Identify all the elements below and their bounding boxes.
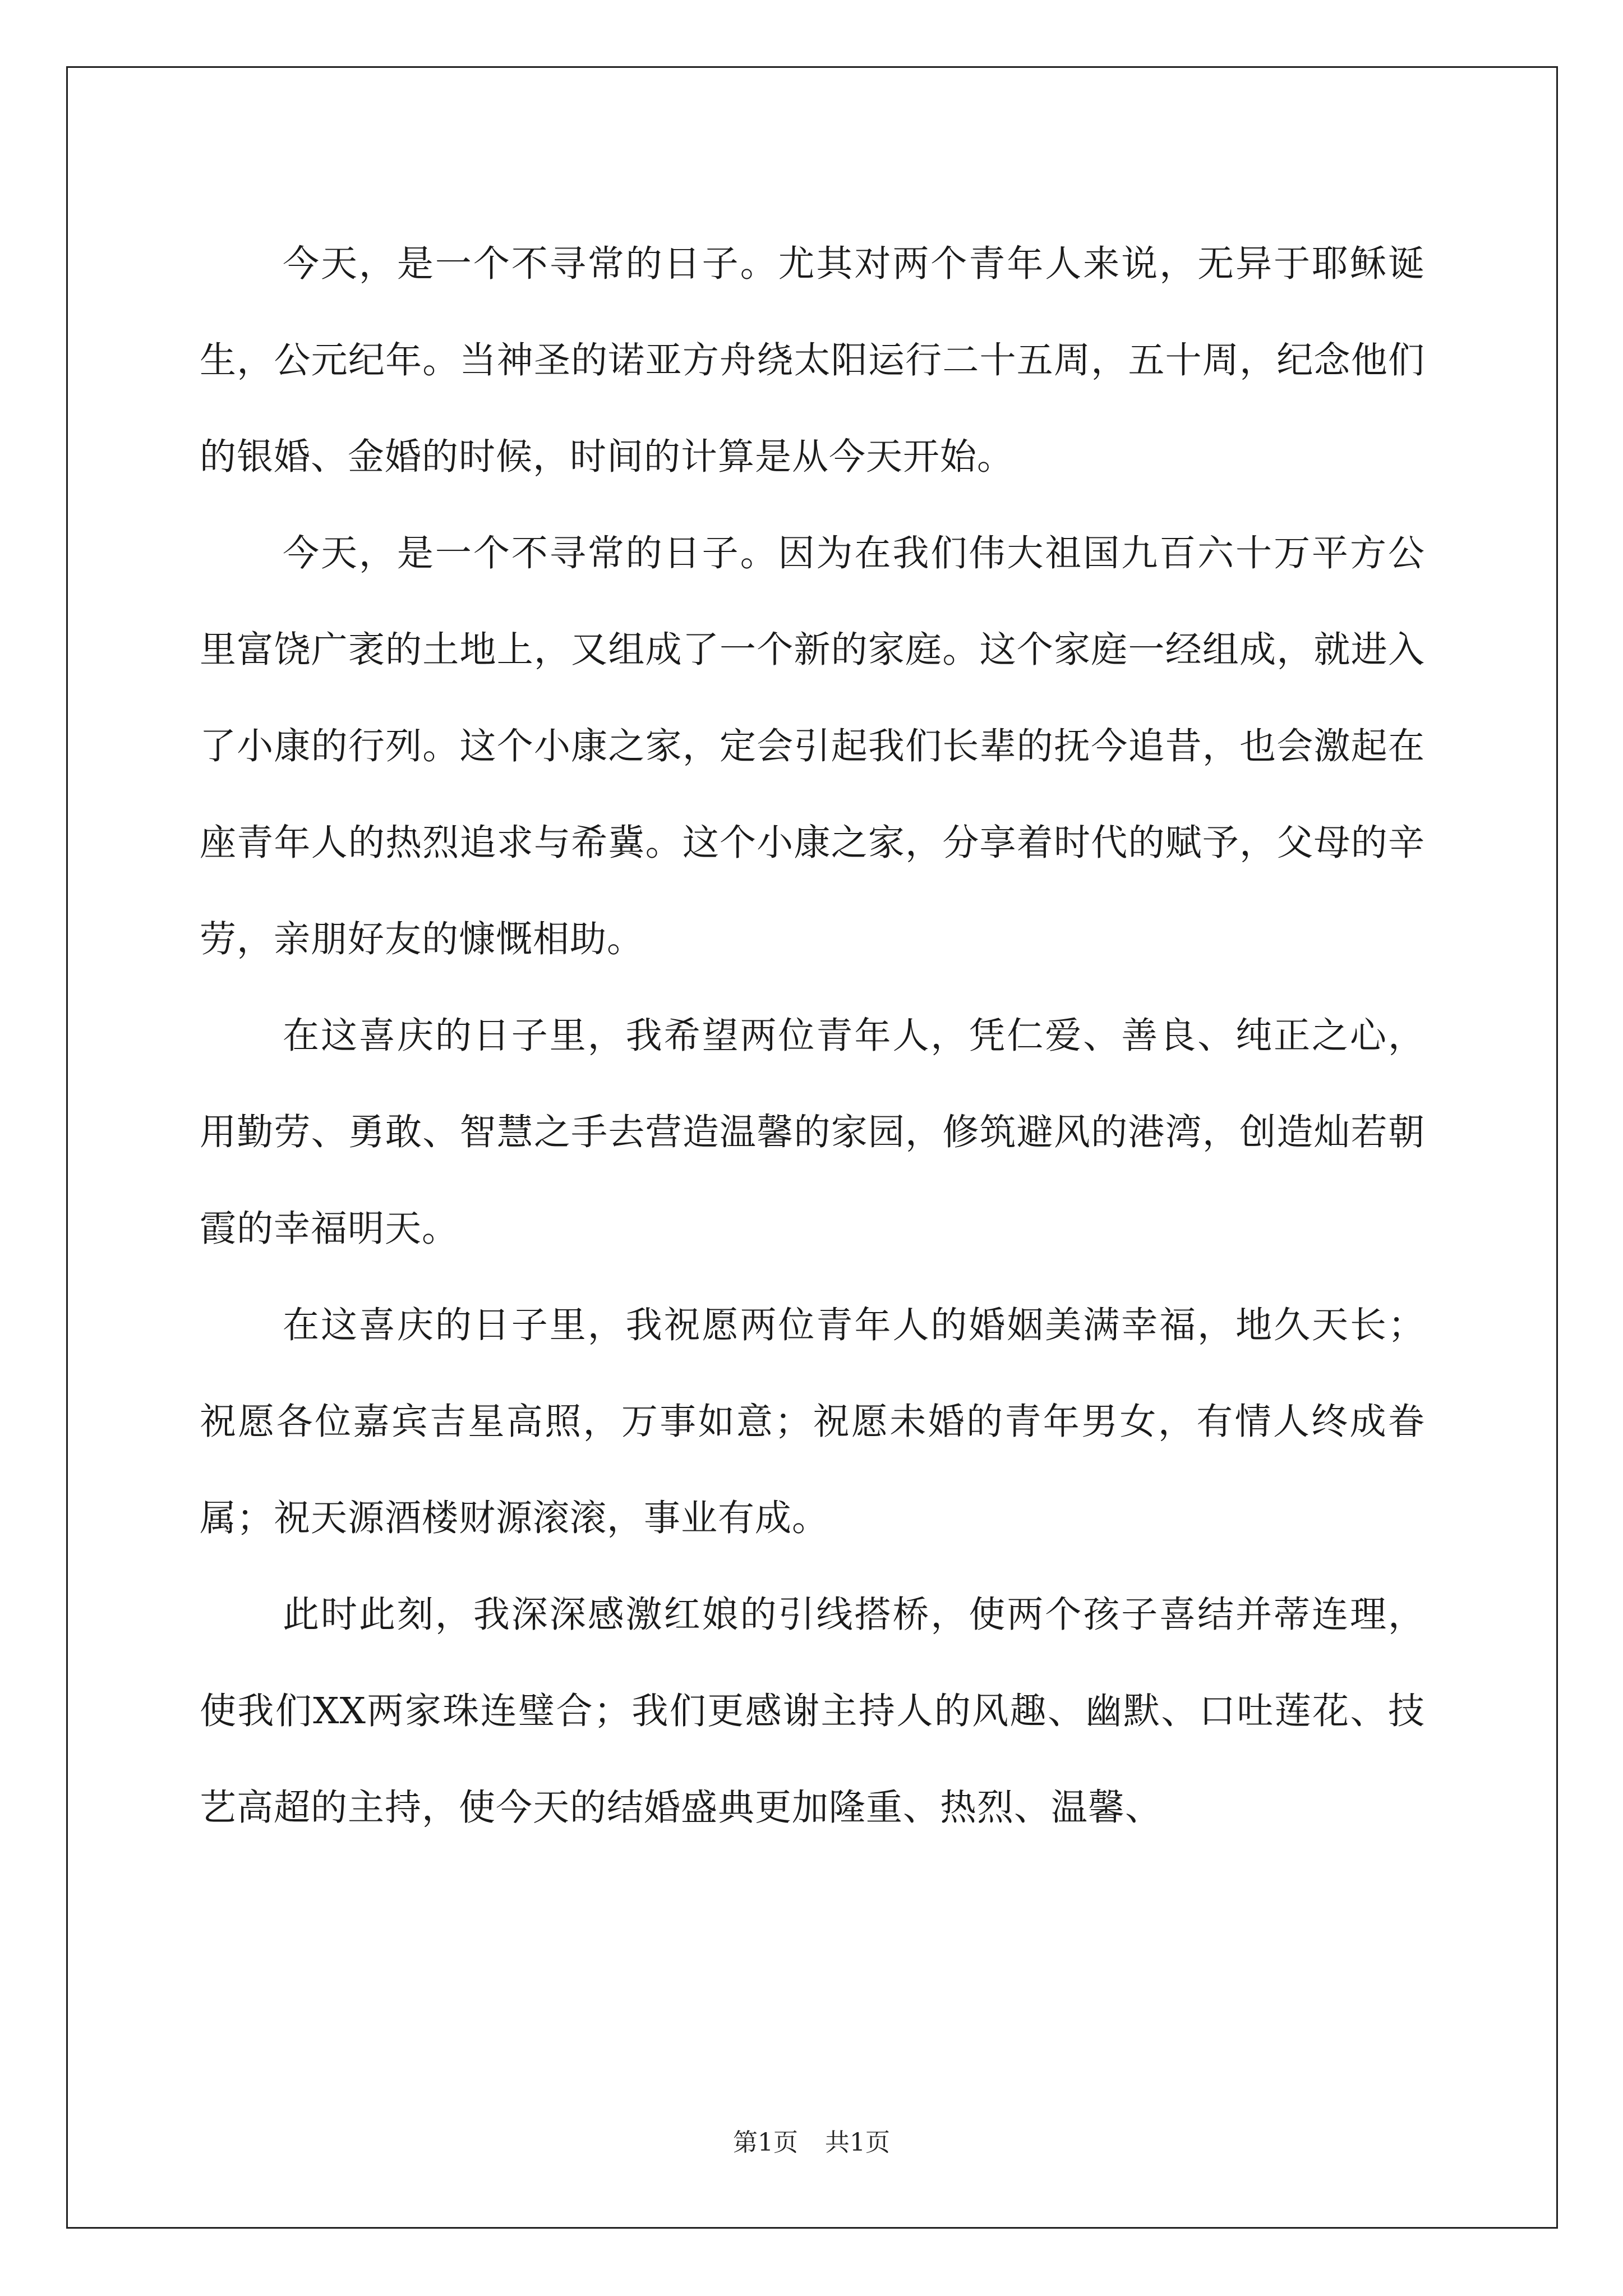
paragraph-2: 今天，是一个不寻常的日子。因为在我们伟大祖国九百六十万平方公里富饶广袤的土地上，又组成了一个新的家庭。这个家庭一经组成，就进入了小康的行列。这个小康之家，定会引起我们长辈的抚今追昔，也会激起在座青年人的热烈追求与希冀。这个小康之家，分享着时代的赋予，父母的辛劳，亲朋好友的慷慨相助。 [200,532,1425,960]
page-total: 共1页 [825,2128,890,2157]
document-body [200,216,1425,1856]
page-footer [0,2126,1623,2160]
paragraph-3: 在这喜庆的日子里，我希望两位青年人，凭仁爱、善良、纯正之心，用勤劳、勇敢、智慧之手去营造温馨的家园，修筑避风的港湾，创造灿若朝霞的幸福明天。 [200,1015,1425,1250]
paragraph-5: 此时此刻，我深深感激红娘的引线搭桥，使两个孩子喜结并蒂连理，使我们XX两家珠连璧合；我们更感谢主持人的风趣、幽默、口吐莲花、技艺高超的主持，使今天的结婚盛典更加隆重、热烈、温馨、 [200,1594,1425,1829]
paragraph-1: 今天，是一个不寻常的日子。尤其对两个青年人来说，无异于耶稣诞生，公元纪年。当神圣的诺亚方舟绕太阳运行二十五周，五十周，纪念他们的银婚、金婚的时候，时间的计算是从今天开始。 [200,243,1425,478]
paragraph-4: 在这喜庆的日子里，我祝愿两位青年人的婚姻美满幸福，地久天长；祝愿各位嘉宾吉星高照，万事如意；祝愿未婚的青年男女，有情人终成眷属；祝天源酒楼财源滚滚，事业有成。 [200,1304,1425,1539]
page-number: 第1页 [733,2128,798,2157]
